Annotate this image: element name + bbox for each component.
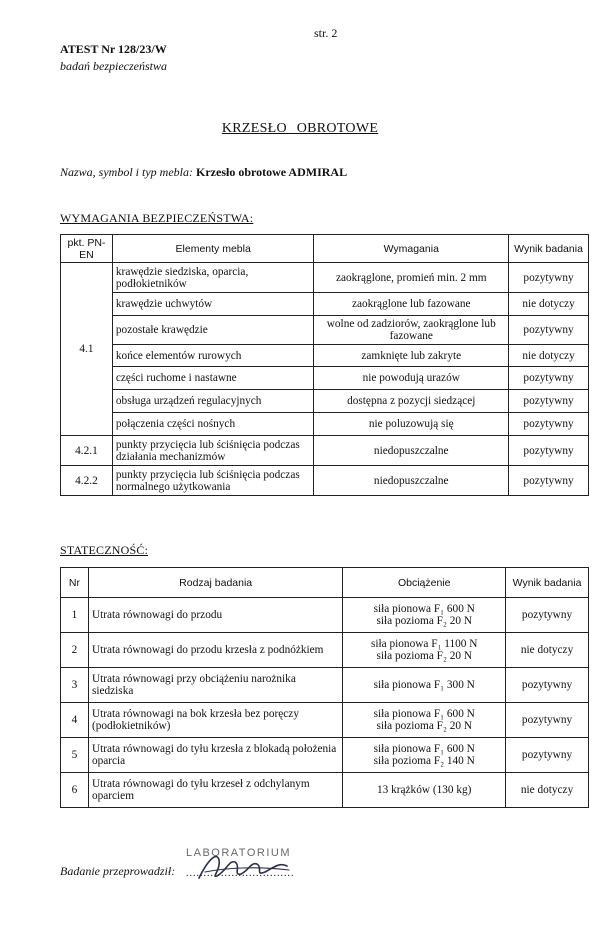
requirement-cell: zaokrąglone lub fazowane [314,293,509,316]
col-header-test: Rodzaj badania [88,568,342,598]
signature-scribble [195,848,295,884]
table-row [61,263,589,293]
element-cell: części ruchome i nastawne [112,367,314,390]
result-cell: nie dotyczy [509,345,589,367]
conducted-by-label: Badanie przeprowadził: [60,864,176,878]
result-cell: pozytywny [509,367,589,390]
requirement-cell: dostępna z pozycji siedzącej [314,390,509,413]
load-line: siła pozioma F₂ 20 N [376,615,472,627]
load-line: siła pozioma F₂ 140 N [373,755,475,767]
table-row [61,367,589,390]
furniture-name-value: Krzesło obrotowe ADMIRAL [196,165,348,179]
table-row [61,345,589,367]
load-line: siła pionowa F₁ 600 N [373,708,475,720]
nr-cell: 1 [61,598,89,633]
load-cell [343,703,506,738]
result-cell: pozytywny [509,413,589,436]
stability-table [60,567,589,808]
safety-header-row [61,235,589,263]
load-line: siła pionowa F₁ 600 N [373,603,475,615]
test-cell: Utrata równowagi do tyłu krzesła z blokadą położenia oparcia [88,738,342,773]
result-cell: pozytywny [509,390,589,413]
certificate-subtitle: badań bezpieczeństwa [60,59,167,73]
table-row [61,633,589,668]
load-line: siła pionowa F₁ 300 N [373,679,475,691]
element-cell: punkty przycięcia lub ściśnięcia podczas działania mechanizmów [112,436,314,466]
col-header-result: Wynik badania [509,235,589,263]
requirement-cell: nie powodują urazów [314,367,509,390]
load-cell [343,668,506,703]
col-header-nr: Nr [61,568,89,598]
stability-header-row [61,568,589,598]
test-cell: Utrata równowagi do przodu [88,598,342,633]
nr-cell: 5 [61,738,89,773]
load-cell [343,598,506,633]
result-cell: pozytywny [506,598,589,633]
pkt-cell: 4.2.1 [61,436,113,466]
test-cell: Utrata równowagi przy obciążeniu narożnika siedziska [88,668,342,703]
laboratory-stamp: LABORATORIUM [186,847,291,859]
element-cell: krawędzie siedziska, oparcia, podłokietników [112,263,314,293]
test-cell: Utrata równowagi do tyłu krzeseł z odchylanym oparciem [88,773,342,808]
col-header-result: Wynik badania [506,568,589,598]
furniture-name-line [60,165,347,180]
safety-table [60,234,589,496]
pkt-cell: 4.2.2 [61,466,113,496]
col-header-element: Elementy mebla [112,235,314,263]
table-row [61,316,589,345]
furniture-name-label: Nazwa, symbol i typ mebla: [60,165,193,179]
safety-heading: WYMAGANIA BEZPIECZEŃSTWA: [60,211,254,225]
load-cell [343,738,506,773]
element-cell: punkty przycięcia lub ściśnięcia podczas normalnego użytkowania [112,466,314,496]
nr-cell: 3 [61,668,89,703]
requirement-cell: nie poluzowują się [314,413,509,436]
table-row [61,390,589,413]
requirement-cell: wolne od zadziorów, zaokrąglone lub fazowane [314,316,509,345]
certificate-number: ATEST Nr 128/23/W [60,42,167,56]
load-line: siła pozioma F₂ 20 N [376,650,472,662]
element-cell: krawędzie uchwytów [112,293,314,316]
page-title-text: KRZESŁO OBROTOWE [221,121,379,136]
col-header-load: Obciążenie [343,568,506,598]
table-row [61,293,589,316]
col-header-requirement: Wymagania [314,235,509,263]
requirement-cell: niedopuszczalne [314,436,509,466]
requirement-cell: zamknięte lub zakryte [314,345,509,367]
result-cell: nie dotyczy [506,773,589,808]
table-row [61,413,589,436]
load-line: siła pionowa F₁ 600 N [373,743,475,755]
element-cell: połączenia części nośnych [112,413,314,436]
table-row [61,773,589,808]
nr-cell: 4 [61,703,89,738]
result-cell: nie dotyczy [506,633,589,668]
load-line: siła pozioma F₂ 20 N [376,720,472,732]
table-row [61,738,589,773]
result-cell: pozytywny [506,738,589,773]
result-cell: pozytywny [509,436,589,466]
result-cell: nie dotyczy [509,293,589,316]
page-number: str. 2 [314,26,338,40]
nr-cell: 2 [61,633,89,668]
table-row [61,436,589,466]
signature-line: ............................... [186,868,295,879]
element-cell: pozostałe krawędzie [112,316,314,345]
load-line: siła pionowa F₁ 1100 N [370,638,478,650]
load-cell [343,633,506,668]
nr-cell: 6 [61,773,89,808]
test-cell: Utrata równowagi do przodu krzesła z podnóżkiem [88,633,342,668]
col-header-pkt: pkt. PN-EN [61,235,113,263]
result-cell: pozytywny [506,668,589,703]
requirement-cell: zaokrąglone, promień min. 2 mm [314,263,509,293]
requirement-cell: niedopuszczalne [314,466,509,496]
table-row [61,598,589,633]
pkt-cell: 4.1 [61,263,113,436]
result-cell: pozytywny [506,703,589,738]
page-title [0,121,600,137]
result-cell: pozytywny [509,316,589,345]
element-cell: końce elementów rurowych [112,345,314,367]
element-cell: obsługa urządzeń regulacyjnych [112,390,314,413]
table-row [61,466,589,496]
table-row [61,668,589,703]
result-cell: pozytywny [509,263,589,293]
table-row [61,703,589,738]
result-cell: pozytywny [509,466,589,496]
load-line: 13 krążków (130 kg) [377,784,472,796]
load-cell [343,773,506,808]
stability-heading: STATECZNOŚĆ: [60,543,149,557]
test-cell: Utrata równowagi na bok krzesła bez poręczy (podłokietników) [88,703,342,738]
